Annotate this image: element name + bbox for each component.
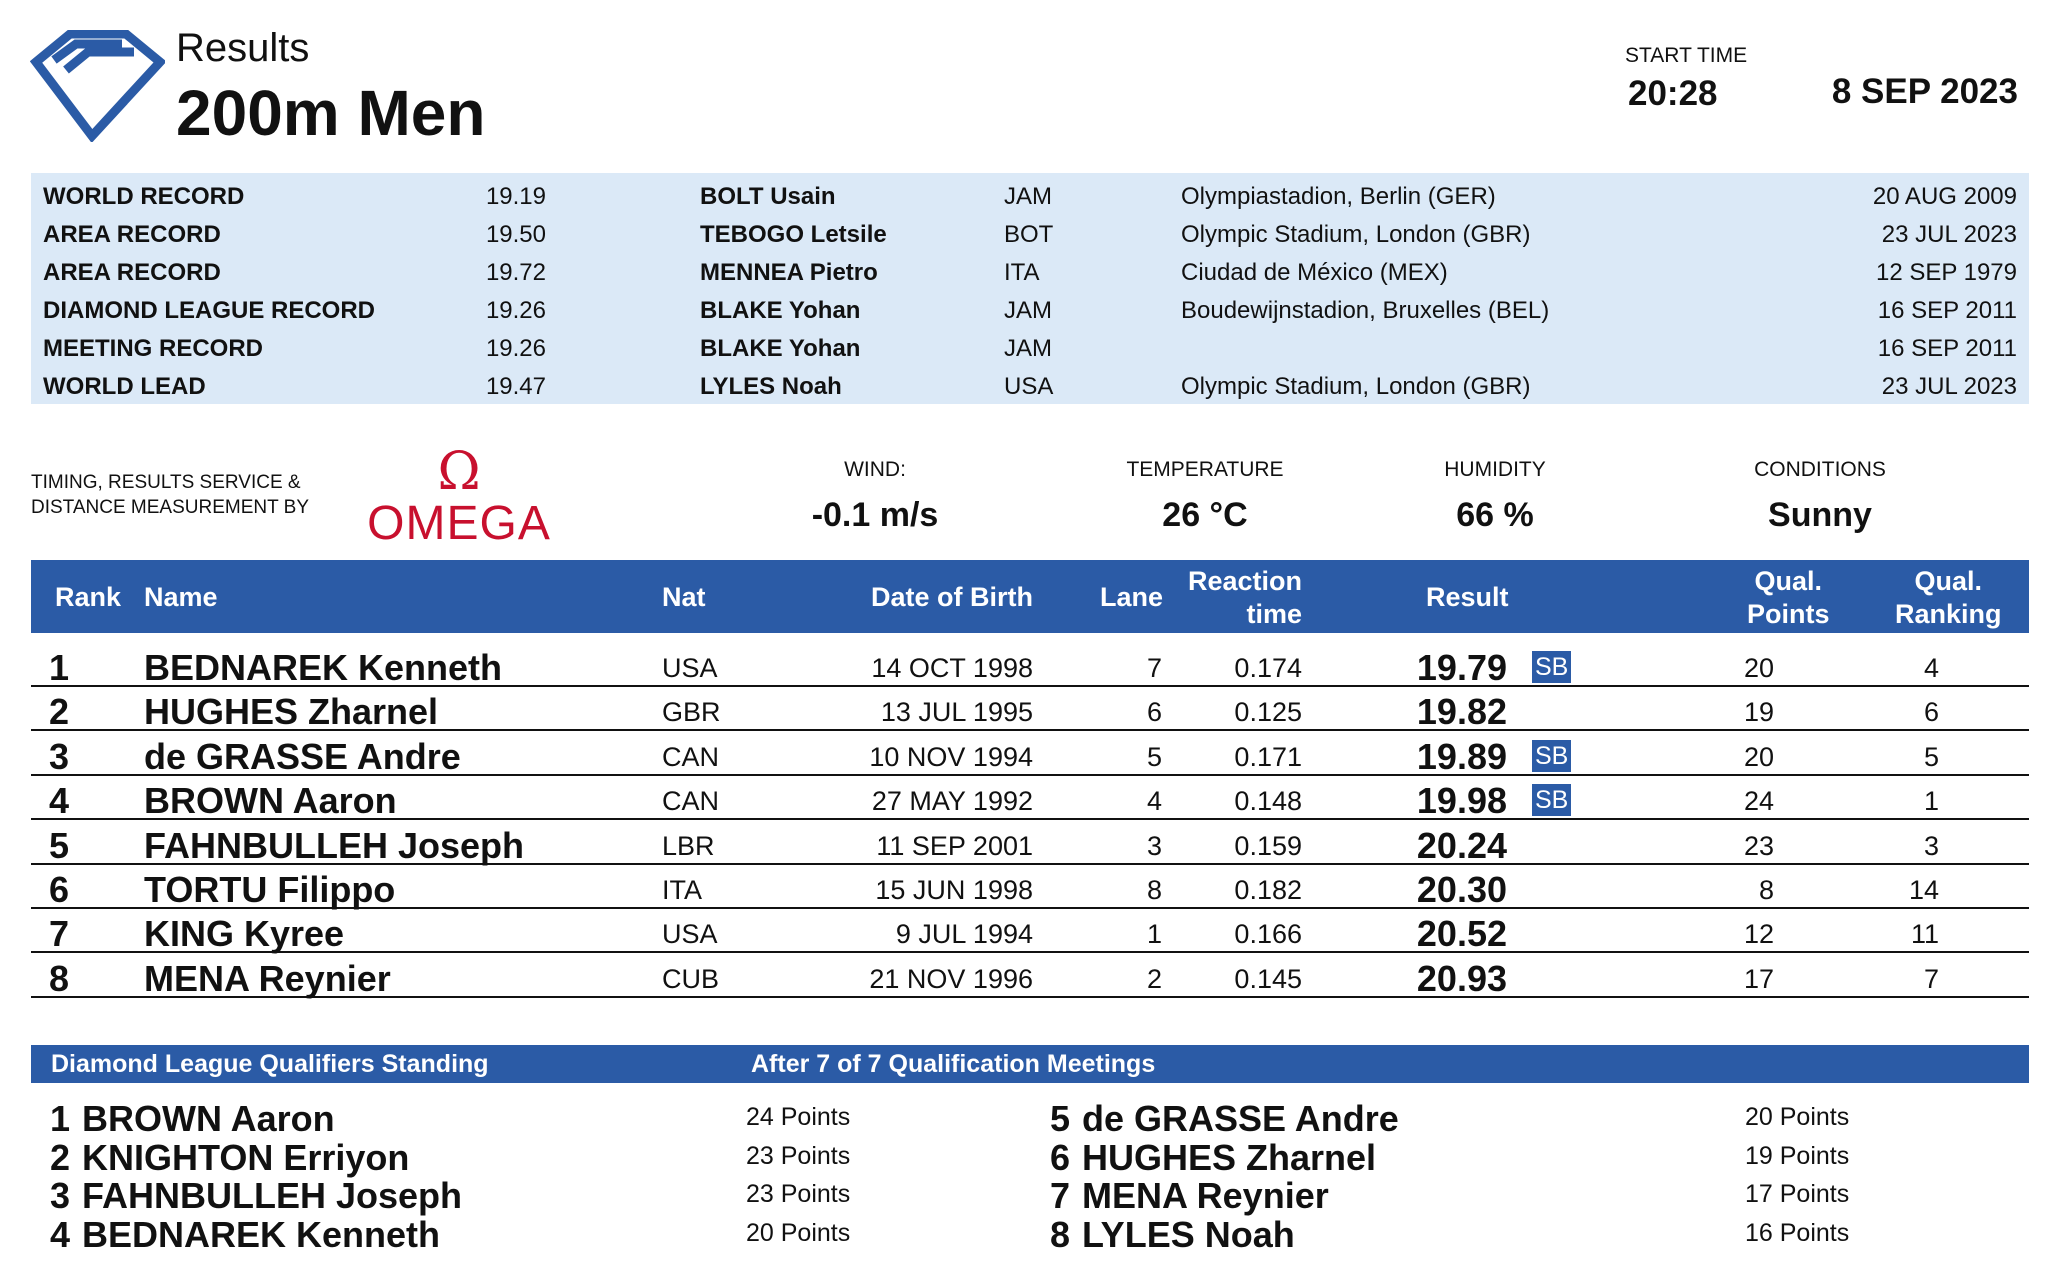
standing-points: 23 Points — [746, 1141, 851, 1170]
result-time: 19.98 — [1416, 780, 1507, 822]
result-rank: 2 — [48, 691, 69, 733]
athlete-nat: USA — [662, 653, 718, 683]
col-reaction-line2: time — [1246, 599, 1302, 629]
qual-ranking: 3 — [1923, 830, 1939, 861]
record-holder: BLAKE Yohan — [700, 335, 861, 362]
result-rank: 3 — [48, 735, 69, 777]
athlete-lane: 6 — [1146, 697, 1162, 728]
athlete-name: FAHNBULLEH Joseph — [144, 824, 525, 866]
result-rank: 1 — [48, 647, 69, 688]
record-date: 16 SEP 2011 — [1877, 335, 2017, 362]
result-rank: 8 — [48, 957, 69, 999]
standing-item — [1050, 1136, 2048, 1178]
reaction-time: 0.166 — [1234, 919, 1302, 950]
record-row — [31, 367, 2029, 405]
timing-credit-line1: TIMING, RESULTS SERVICE & — [31, 472, 301, 493]
standing-position: 7 — [1050, 1175, 1071, 1216]
standing-item — [50, 1098, 1050, 1139]
standing-position: 2 — [50, 1136, 71, 1178]
record-type: MEETING RECORD — [43, 335, 264, 362]
athlete-name: KING Kyree — [144, 913, 345, 955]
standing-item — [50, 1136, 1050, 1178]
athlete-name: HUGHES Zharnel — [144, 691, 439, 733]
col-dob: Date of Birth — [871, 582, 1033, 612]
result-time: 20.24 — [1416, 824, 1507, 866]
standing-points: 17 Points — [1745, 1180, 1850, 1208]
standing-item — [1050, 1213, 2048, 1255]
standing-position: 1 — [50, 1098, 71, 1139]
result-row — [31, 643, 2029, 687]
record-date: 12 SEP 1979 — [1875, 259, 2017, 286]
season-best-badge: SB — [1532, 651, 1571, 683]
qual-ranking: 6 — [1923, 697, 1939, 728]
reaction-time: 0.159 — [1234, 830, 1302, 861]
record-holder: LYLES Noah — [700, 373, 842, 400]
standing-position: 4 — [50, 1213, 71, 1255]
athlete-dob: 14 OCT 1998 — [871, 653, 1033, 683]
athlete-dob: 10 NOV 1994 — [869, 741, 1033, 772]
record-type: AREA RECORD — [43, 259, 221, 286]
athlete-nat: CAN — [662, 741, 720, 772]
record-mark: 19.72 — [485, 259, 546, 286]
record-row — [31, 329, 2029, 367]
athlete-lane: 3 — [1146, 830, 1162, 861]
qual-points: 20 — [1743, 741, 1774, 772]
record-type: WORLD LEAD — [43, 373, 206, 400]
result-rank: 5 — [48, 824, 69, 866]
athlete-lane: 4 — [1146, 786, 1162, 817]
athlete-lane: 1 — [1146, 919, 1162, 950]
record-row — [31, 253, 2029, 291]
season-best-badge: SB — [1532, 784, 1571, 816]
athlete-nat: CUB — [662, 963, 720, 994]
record-holder: MENNEA Pietro — [700, 259, 878, 286]
record-row — [31, 291, 2029, 329]
standing-name: KNIGHTON Erriyon — [82, 1136, 410, 1178]
result-rank: 4 — [48, 780, 69, 822]
result-time: 19.89 — [1416, 735, 1507, 777]
athlete-nat: CAN — [662, 786, 720, 817]
conditions-block — [1720, 458, 1920, 535]
standing-item — [50, 1175, 1050, 1216]
standing-name: BEDNAREK Kenneth — [82, 1213, 441, 1255]
record-venue: Ciudad de México (MEX) — [1181, 259, 1448, 286]
athlete-name: MENA Reynier — [144, 957, 391, 999]
qual-ranking: 5 — [1923, 741, 1939, 772]
result-time: 19.79 — [1416, 647, 1507, 688]
temperature-block — [1105, 458, 1305, 535]
record-row — [31, 177, 2029, 215]
reaction-time: 0.171 — [1234, 741, 1302, 772]
record-venue: Olympic Stadium, London (GBR) — [1181, 373, 1531, 400]
qual-ranking: 4 — [1923, 653, 1939, 683]
event-title: 200m Men — [176, 77, 486, 149]
timing-credit — [31, 470, 309, 520]
result-row — [31, 821, 2029, 865]
qual-points: 17 — [1743, 963, 1774, 994]
col-nat: Nat — [662, 582, 706, 612]
standing-position: 6 — [1050, 1136, 1071, 1178]
results-label: Results — [176, 26, 310, 70]
reaction-time: 0.182 — [1234, 875, 1302, 905]
record-venue: Olympic Stadium, London (GBR) — [1181, 221, 1531, 248]
humidity-block — [1395, 458, 1595, 535]
reaction-time: 0.125 — [1234, 697, 1302, 728]
record-row — [31, 215, 2029, 253]
qual-points: 12 — [1743, 919, 1774, 950]
humidity-value: 66 % — [1456, 496, 1534, 534]
standing-points: 16 Points — [1745, 1218, 1850, 1247]
athlete-dob: 13 JUL 1995 — [880, 697, 1033, 728]
standing-name: FAHNBULLEH Joseph — [82, 1175, 463, 1216]
standing-name: LYLES Noah — [1082, 1213, 1295, 1255]
athlete-lane: 7 — [1146, 653, 1162, 683]
conditions-value: Sunny — [1768, 496, 1872, 534]
result-row — [31, 909, 2029, 953]
record-nat: JAM — [1004, 297, 1052, 324]
start-time: 20:28 — [1628, 74, 1718, 113]
col-name: Name — [144, 582, 218, 612]
reaction-time: 0.145 — [1234, 963, 1302, 994]
record-type: AREA RECORD — [43, 221, 221, 248]
standing-points: 19 Points — [1745, 1141, 1850, 1170]
athlete-nat: LBR — [662, 830, 715, 861]
standings-after-text: After 7 of 7 Qualification Meetings — [751, 1050, 1156, 1078]
result-time: 20.52 — [1416, 913, 1507, 955]
humidity-label: HUMIDITY — [1444, 458, 1546, 481]
standing-item — [50, 1213, 1050, 1255]
qual-ranking: 1 — [1923, 786, 1939, 817]
result-row — [31, 776, 2029, 820]
record-mark: 19.26 — [485, 335, 546, 362]
results-table-header — [31, 560, 2029, 633]
records-table — [31, 173, 2029, 404]
omega-wordmark: OMEGA — [367, 497, 551, 544]
start-time-label: START TIME — [1625, 44, 1748, 67]
qual-ranking: 11 — [1910, 919, 1939, 950]
record-mark: 19.50 — [485, 221, 546, 248]
result-row — [31, 687, 2029, 731]
record-holder: BOLT Usain — [700, 183, 836, 210]
standings-header — [31, 1045, 2029, 1083]
record-venue: Boudewijnstadion, Bruxelles (BEL) — [1181, 297, 1550, 324]
athlete-lane: 8 — [1146, 875, 1162, 905]
temperature-value: 26 °C — [1162, 496, 1248, 534]
athlete-nat: USA — [662, 919, 718, 950]
col-result: Result — [1426, 582, 1509, 612]
athlete-dob: 9 JUL 1994 — [895, 919, 1033, 950]
standing-name: HUGHES Zharnel — [1082, 1136, 1377, 1178]
col-qual-ranking-line1: Qual. — [1914, 566, 1983, 596]
col-reaction — [1188, 565, 1302, 631]
athlete-dob: 15 JUN 1998 — [875, 875, 1033, 905]
record-mark: 19.47 — [485, 373, 546, 400]
athlete-name: BROWN Aaron — [144, 780, 397, 822]
record-venue: Olympiastadion, Berlin (GER) — [1181, 183, 1496, 210]
timing-credit-line2: DISTANCE MEASUREMENT BY — [31, 497, 310, 518]
svg-text:Ω: Ω — [437, 444, 481, 502]
qual-points: 20 — [1743, 653, 1774, 683]
wind-value: -0.1 m/s — [811, 496, 939, 534]
standings-title: Diamond League Qualifiers Standing — [51, 1050, 489, 1078]
qual-points: 23 — [1743, 830, 1774, 861]
qual-points: 24 — [1743, 786, 1774, 817]
athlete-lane: 5 — [1146, 741, 1162, 772]
result-rank: 7 — [48, 913, 69, 955]
wind-block — [775, 458, 975, 535]
record-nat: ITA — [1004, 259, 1040, 286]
standing-position: 3 — [50, 1175, 71, 1216]
record-nat: JAM — [1004, 183, 1052, 210]
record-nat: USA — [1004, 373, 1054, 400]
record-date: 16 SEP 2011 — [1877, 297, 2017, 324]
record-mark: 19.19 — [485, 183, 546, 210]
col-qual-points — [1747, 565, 1830, 631]
record-date: 23 JUL 2023 — [1881, 373, 2017, 400]
wind-label: WIND: — [844, 458, 906, 481]
record-holder: BLAKE Yohan — [700, 297, 861, 324]
athlete-dob: 21 NOV 1996 — [869, 963, 1033, 994]
record-nat: BOT — [1004, 221, 1054, 248]
record-holder: TEBOGO Letsile — [700, 221, 887, 248]
record-type: WORLD RECORD — [43, 183, 245, 210]
col-qual-ranking — [1895, 565, 2002, 631]
record-date: 20 AUG 2009 — [1872, 183, 2017, 210]
athlete-name: TORTU Filippo — [144, 869, 396, 910]
omega-logo-icon — [362, 444, 557, 544]
col-rank: Rank — [55, 582, 122, 612]
col-qual-points-line2: Points — [1747, 599, 1830, 629]
result-time: 20.30 — [1416, 869, 1507, 910]
record-date: 23 JUL 2023 — [1881, 221, 2017, 248]
qual-points: 19 — [1743, 697, 1774, 728]
event-date: 8 SEP 2023 — [1831, 72, 2018, 111]
standing-points: 23 Points — [746, 1180, 851, 1208]
qual-ranking: 7 — [1923, 963, 1939, 994]
standing-points: 24 Points — [746, 1103, 851, 1131]
standing-name: MENA Reynier — [1082, 1175, 1329, 1216]
reaction-time: 0.174 — [1234, 653, 1302, 683]
reaction-time: 0.148 — [1234, 786, 1302, 817]
athlete-dob: 27 MAY 1992 — [871, 786, 1033, 817]
standing-name: BROWN Aaron — [82, 1098, 335, 1139]
qual-points: 8 — [1758, 875, 1774, 905]
standing-item — [1050, 1175, 2048, 1216]
temperature-label: TEMPERATURE — [1126, 458, 1284, 481]
col-reaction-line1: Reaction — [1187, 566, 1302, 596]
standing-item — [1050, 1098, 2048, 1139]
result-rank: 6 — [48, 869, 69, 910]
athlete-name: de GRASSE Andre — [144, 735, 461, 777]
record-nat: JAM — [1004, 335, 1052, 362]
result-row — [31, 954, 2029, 998]
qual-ranking: 14 — [1908, 875, 1939, 905]
athlete-nat: ITA — [662, 875, 702, 905]
standing-position: 8 — [1050, 1213, 1071, 1255]
standing-points: 20 Points — [746, 1218, 851, 1247]
result-row — [31, 732, 2029, 776]
diamond-league-logo-icon — [30, 30, 165, 142]
result-time: 19.82 — [1416, 691, 1507, 733]
col-lane: Lane — [1099, 582, 1163, 612]
result-time: 20.93 — [1416, 957, 1507, 999]
athlete-dob: 11 SEP 2001 — [876, 830, 1033, 861]
athlete-name: BEDNAREK Kenneth — [144, 647, 503, 688]
athlete-nat: GBR — [662, 697, 721, 728]
record-mark: 19.26 — [485, 297, 546, 324]
athlete-lane: 2 — [1146, 963, 1162, 994]
season-best-badge: SB — [1532, 740, 1571, 772]
standing-points: 20 Points — [1745, 1103, 1850, 1131]
standing-name: de GRASSE Andre — [1082, 1098, 1399, 1139]
col-qual-points-line1: Qual. — [1754, 566, 1823, 596]
record-type: DIAMOND LEAGUE RECORD — [43, 297, 376, 324]
col-qual-ranking-line2: Ranking — [1895, 599, 2002, 629]
standing-position: 5 — [1050, 1098, 1071, 1139]
conditions-label: CONDITIONS — [1754, 458, 1886, 481]
result-row — [31, 865, 2029, 909]
